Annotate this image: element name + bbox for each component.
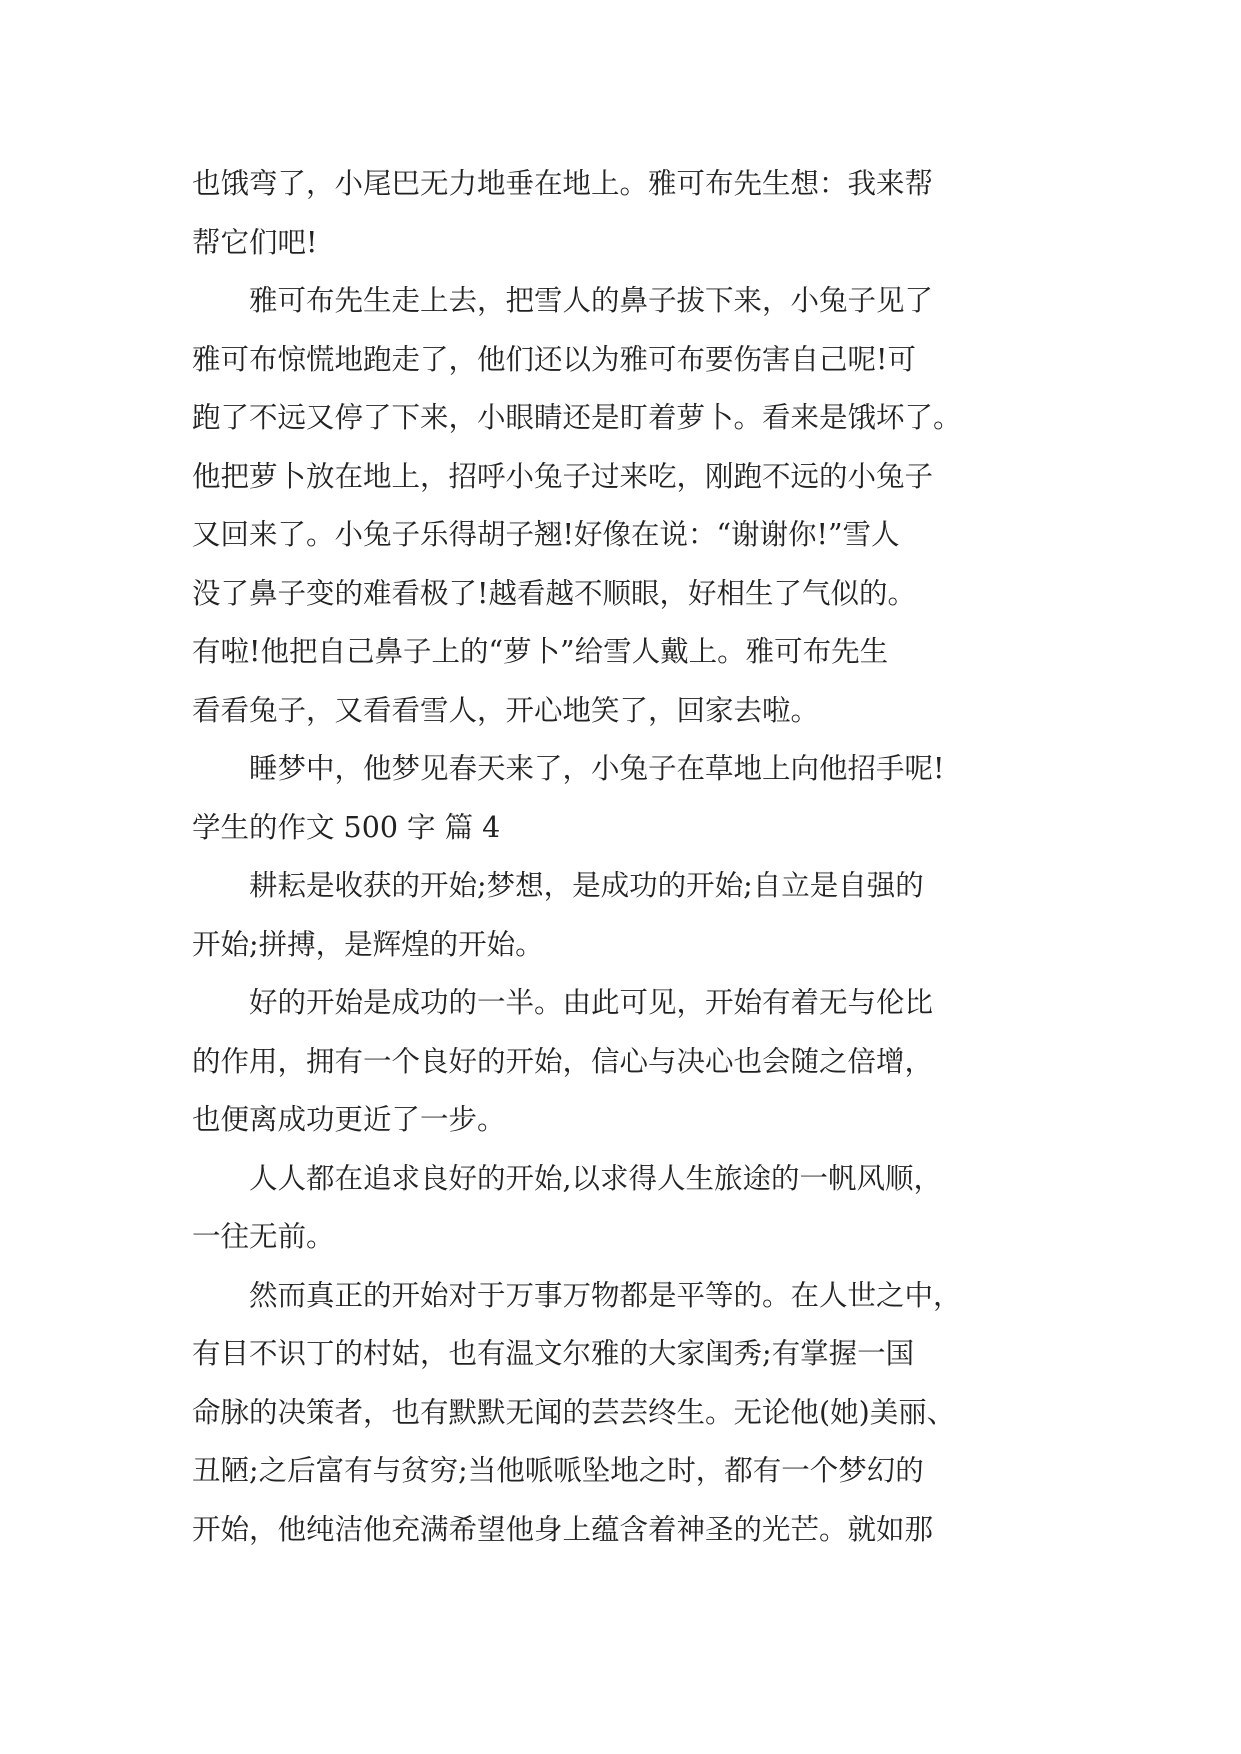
text-line: 他把萝卜放在地上，招呼小兔子过来吃，刚跑不远的小兔子	[192, 459, 934, 493]
text-line: 又回来了。小兔子乐得胡子翘!好像在说：“谢谢你!”雪人	[192, 518, 900, 551]
text-line: 的作用，拥有一个良好的开始，信心与决心也会随之倍增，	[192, 1044, 934, 1078]
section-heading: 学生的作文 500 字 篇 4	[192, 810, 501, 844]
text-line: 开始，他纯洁他充满希望他身上蕴含着神圣的光芒。就如那	[192, 1512, 934, 1546]
paragraph-start-line: 睡梦中，他梦见春天来了，小兔子在草地上向他招手呢!	[192, 752, 945, 785]
text-line: 看看兔子，又看看雪人，开心地笑了，回家去啦。	[192, 693, 820, 727]
paragraph-start-line: 雅可布先生走上去，把雪人的鼻子拔下来，小兔子见了	[192, 284, 934, 317]
text-line: 一往无前。	[192, 1220, 335, 1253]
text-line: 有啦!他把自己鼻子上的“萝卜”给雪人戴上。雅可布先生	[192, 635, 889, 668]
text-line: 也饿弯了，小尾巴无力地垂在地上。雅可布先生想：我来帮	[192, 167, 934, 200]
text-line: 雅可布惊慌地跑走了，他们还以为雅可布要伤害自己呢!可	[192, 342, 916, 376]
text-line: 丑陋;之后富有与贫穷;当他哌哌坠地之时，都有一个梦幻的	[192, 1454, 924, 1487]
text-line: 跑了不远又停了下来，小眼睛还是盯着萝卜。看来是饿坏了。	[192, 401, 962, 434]
paragraph-start-line: 好的开始是成功的一半。由此可见，开始有着无与伦比	[192, 986, 934, 1019]
paragraph-start-line: 耕耘是收获的开始;梦想，是成功的开始;自立是自强的	[192, 869, 924, 902]
text-line: 命脉的决策者，也有默默无闻的芸芸终生。无论他(她)美丽、	[192, 1395, 956, 1429]
text-line: 帮它们吧!	[192, 225, 318, 259]
text-line: 有目不识丁的村姑，也有温文尔雅的大家闺秀;有掌握一国	[192, 1337, 915, 1370]
essay-text	[192, 155, 1072, 1559]
text-line: 没了鼻子变的难看极了!越看越不顺眼，好相生了气似的。	[192, 576, 916, 610]
paragraph-start-line: 人人都在追求良好的开始,以求得人生旅途的一帆风顺，	[192, 1161, 943, 1195]
text-line: 开始;拼搏，是辉煌的开始。	[192, 927, 544, 961]
text-line: 也便离成功更近了一步。	[192, 1103, 506, 1136]
paragraph-start-line: 然而真正的开始对于万事万物都是平等的。在人世之中，	[192, 1278, 962, 1312]
